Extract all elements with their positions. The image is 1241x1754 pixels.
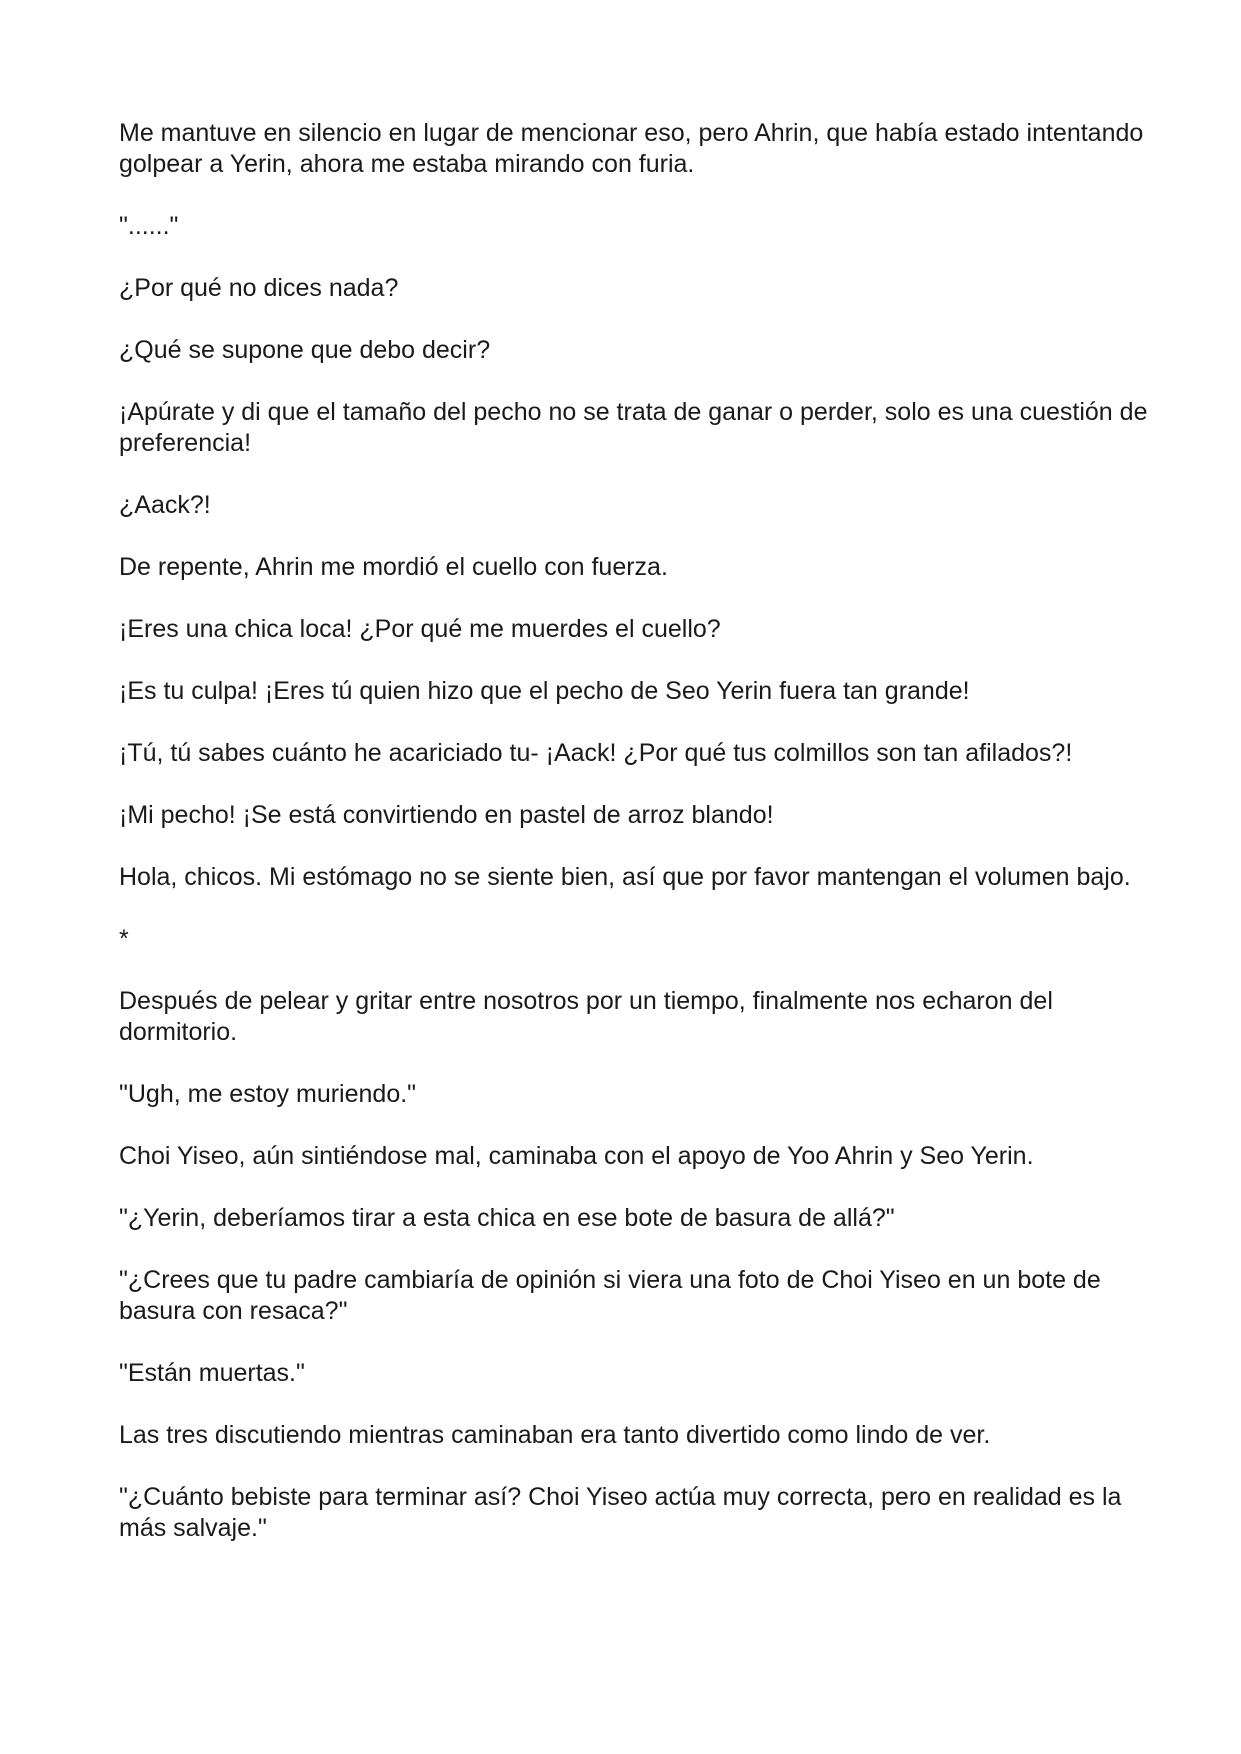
paragraph: "......": [119, 212, 179, 240]
paragraph: Choi Yiseo, aún sintiéndose mal, caminaba con el apoyo de Yoo Ahrin y Seo Yerin.: [119, 1142, 1034, 1170]
paragraph: De repente, Ahrin me mordió el cuello con fuerza.: [119, 553, 668, 581]
paragraph: "¿Crees que tu padre cambiaría de opinión si viera una foto de Choi Yiseo en un bote de basura con resaca?": [119, 1266, 1101, 1325]
section-break: *: [119, 925, 129, 953]
paragraph: ¿Aack?!: [119, 491, 211, 519]
paragraph: ¿Qué se supone que debo decir?: [119, 336, 491, 364]
paragraph: "Ugh, me estoy muriendo.": [119, 1080, 417, 1108]
paragraph: ¿Por qué no dices nada?: [119, 274, 399, 302]
document-body: [119, 118, 1149, 1575]
paragraph: ¡Eres una chica loca! ¿Por qué me muerdes el cuello?: [119, 615, 721, 643]
paragraph: "¿Cuánto bebiste para terminar así? Choi Yiseo actúa muy correcta, pero en realidad es la más salvaje.": [119, 1483, 1122, 1542]
paragraph: ¡Tú, tú sabes cuánto he acariciado tu- ¡Aack! ¿Por qué tus colmillos son tan afilados?!: [119, 739, 1073, 767]
paragraph: ¡Apúrate y di que el tamaño del pecho no se trata de ganar o perder, solo es una cuestión de preferencia!: [119, 398, 1148, 457]
paragraph: ¡Mi pecho! ¡Se está convirtiendo en pastel de arroz blando!: [119, 801, 774, 829]
paragraph: "Están muertas.": [119, 1359, 305, 1387]
paragraph: ¡Es tu culpa! ¡Eres tú quien hizo que el pecho de Seo Yerin fuera tan grande!: [119, 677, 970, 705]
paragraph: "¿Yerin, deberíamos tirar a esta chica en ese bote de basura de allá?": [119, 1204, 895, 1232]
paragraph: Me mantuve en silencio en lugar de mencionar eso, pero Ahrin, que había estado intentando golpear a Yerin, ahora me estaba mirando con furia.: [119, 119, 1144, 178]
paragraph: Hola, chicos. Mi estómago no se siente bien, así que por favor mantengan el volumen bajo.: [119, 863, 1131, 891]
paragraph: Las tres discutiendo mientras caminaban era tanto divertido como lindo de ver.: [119, 1421, 991, 1449]
paragraph: Después de pelear y gritar entre nosotros por un tiempo, finalmente nos echaron del dormitorio.: [119, 987, 1053, 1046]
